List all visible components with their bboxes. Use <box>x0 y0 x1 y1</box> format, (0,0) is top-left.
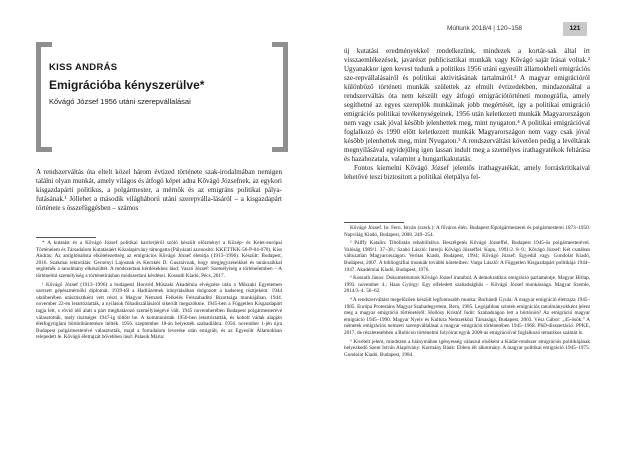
page-number: 121 <box>563 22 587 36</box>
footnote: * A kutatást és a Kővágó József politikai karrierjéről szóló készült előzményt a Közép- és Kelet-európai Történelem és Társadalom Kutatásáért Közalapítvány támogatta (Pályázati azonosító: KKETTKK-56-P-04-070). Kiss András: Az antiglobalista elkötelezettség az emigrációs Kővágó József életútja (1913–1996). Készült: Budapest, 2016. Szakmai lektorálás: Gecsényi Lajosnak és Kecskés D. Gusztávnak, hogy megjegyzéseikkel és tanácsaikkal segítették a tanulmány elkészültét. A módszertani kérdésekhez lásd: Vaszó József: Személyiség a történelemben – A történelmi személyiség a történetírásban módszertani kérdései. Kossuth Kiadó, Pécs, 2017. <box>36 240 282 279</box>
footnote: ² Pálffy Katalin: Tiltólistán rehabilitálva. Beszélgetés Kővágó Józseffel, Budapest 1945-ös polgármesterével. Valóság 1989/1. 37–38.; Szabó László: Interjú Kővágó Józseffel. Kapu, 1991/2. 8–9.; Kővágó József: Két csatában változatlan Magyarországon. Veritas Kiadó, Budapest, 1994; Kővágó József: Egyedül vagy. Gondolat Kiadó, Budapest, 2007. A bibliográfiai munkák további köteteiben: Varga László: A Független Kisgazdapárt politikája 1944–1947. Akadémiai Kiadó, Budapest, 1976. <box>344 240 590 273</box>
right-body-text <box>344 47 590 218</box>
right-footnotes <box>344 225 590 453</box>
title-bracket-right <box>272 42 288 152</box>
footnote: Kővágó József. In: Fern. István (szerk.): A főváros élén. Budapest főpolgármesterei és polgármesterei 1873–1950. Napvilág Kiadó, Budapest, 2008. 249–254. <box>344 225 590 238</box>
footnote-rule <box>36 237 96 238</box>
left-footnotes <box>36 240 282 452</box>
article-subtitle: Kővágó József 1956 utáni szerepvállalásai <box>49 97 191 106</box>
article-title: Emigrációba kényszerülve* <box>49 78 205 92</box>
body-paragraph: új kutatási eredményekkel rendelkezünk, mindezek a kortár-sak által írt visszaemlékezések, javarészt publicisztikai munkák vagy Kővágó saját írásai voltak.² Ugyanakkor igen kevest tudunk a politikus 1956 utáni egyesült államokbeli emigrációs sze-repvállalásairól és politikai aktivitásának tartalmáról.³ A magyar emigrációról különböző történeti munkák születtek az elmúlt évtizedekben, mindazonáltal a rendszerváltás óta nem készült egy átfogó emigrációtörténeti monográfia, amely segíthetné az egyes szereplők munkáinak jobb megértését, így a politikai emigráció emigrációs politikai tevékenységeinek, 1956 után keletkezett munkák Magyarországon nem vagy csak jóval később jelenhettek meg, mint nyugaton.⁴ A politikai emigrációval foglalkozó és 1990 előtt keletkezett munkák Magyarországon nem vagy csak jóval később jelenhettek meg, mint Nyugaton.⁵ A rendszerváltást követően pedig a levéltárak megnyílásával egyidejűleg igen lassan indult meg a személyes irathagyatékok feltárása és hazahozatala, valamint a hungarikakutatás. <box>344 47 590 163</box>
footnote: ⁵ Kivételt jelent, mindezen a hiánymában igényesség válaszul elsőként a Kádár-rendszer emigrációs politikájának helyezkedő Szent István Alapítvány: Kormány Bánk: Ebben élt alkotmány. A magyar politikai emigráció 1945–1975. Gondolat Kiadó, Budapest, 1984. <box>344 338 590 358</box>
left-body-text <box>36 168 282 228</box>
footnote: ⁴ A rendszerváltást megelőzően készült legfontosabb munka: Borbándi Gyula: A magyar emigráció életrajza 1945–1985. Európa Protestáns Magyar Szabadegyetem, Bern, 1985. Legújabban szintén emigrációs tanulmányokként jelent meg a magyar emigráció történetéről: Hollósy Kristóf Judit: Szabadságon lett a börtönön? Az emigráció magyar emigráció 1945–1990. Magyar Nyelv és Kultúra Nemzetközi Társasága, Budapest, 2003. Vész Gábor: „45-ösök.” A németek emigrációs nemzeti szerepvállalásai a magyar emigráció történetében 1945–1968. PhD-disszertáció. PPKE, 2017, de részletesebben a Rubicon történelmi folyóirat egyik 2008-as emigrációval foglalkozó tematikus számát is. <box>344 296 590 336</box>
footnote-rule <box>344 222 404 223</box>
body-paragraph: Fontos kiemelni Kővágó József jelentős irathagyatékát, amely forráskritikaival lehetővé teszi biztosított a politikai életpálya fel- <box>344 164 590 181</box>
body-paragraph: A rendszerváltás óta eltelt közel három évtized története szak-irodalmában nemigen találni olyan munkát, amely világos és átfogó képet adna Kővágó Józsefnek, az egykori kisgazdapárti politikus, a polgármester, a mérnök és az emigráns politikai pálya-futásának.¹ Jóllehet a második világháború utáni szerepválla-lásáról – a kisgazdapárt története s összefüggésben – számos <box>36 168 282 212</box>
footnote: ³ Kossuth János: Dokumentumok Kővágó József irataiból. A demokratikus emigráció parlamentje. Magyar Hírlap, 1993. november 4.; Haas György: Egy elfeledett szabadsághős – Kővágó József munkássága. Magyar Szemle, 2014/3–4. 56–62. <box>344 275 590 295</box>
journal-citation: Múltunk 2018/4 | 120–158 <box>447 25 523 32</box>
footnote: ¹ Kővágó József (1913–1996) a budapesti Honvéd Műszaki Akadémia elvégzése után a Műszaki Egyetemen szerzett gépészmérnöki diplomát. 1939-től a Hadiüzemek irányításában dolgozott a hadsereg tisztjeként. 1944 októberében utásztisztként vett részt a Magyar Nemzeti Felkelés Felszabadító Bizottsága munkájában. 1944. november 22-én letartóztatták, a nyilasok főhadiszállásáról sikerült megszöknie. 1945-ben a Független Kisgazdapárt tagja lett, s rövid idő alatt a párt meghatározó személyiségévé vált. 1945 novemberében Budapest polgármesterévé választották, mely tisztséget 1947-ig töltött be. A kommunisták 1950-ben letartóztatták, és koholt vádak alapján életfogytiglani börtönbüntetésre ítélték. 1956. szeptember 18-án helyezték szabadlábra. 1956. november 1-jén újra Budapest polgármesterévé választották, majd a forradalom leverése után emigrált, és az Egyesült Államokban telepedett le. Kővágó életrajzát bővebben lásd: Palasik Mária: <box>36 281 282 341</box>
running-header <box>447 22 587 36</box>
article-author: KISS ANDRÁS <box>49 62 118 73</box>
